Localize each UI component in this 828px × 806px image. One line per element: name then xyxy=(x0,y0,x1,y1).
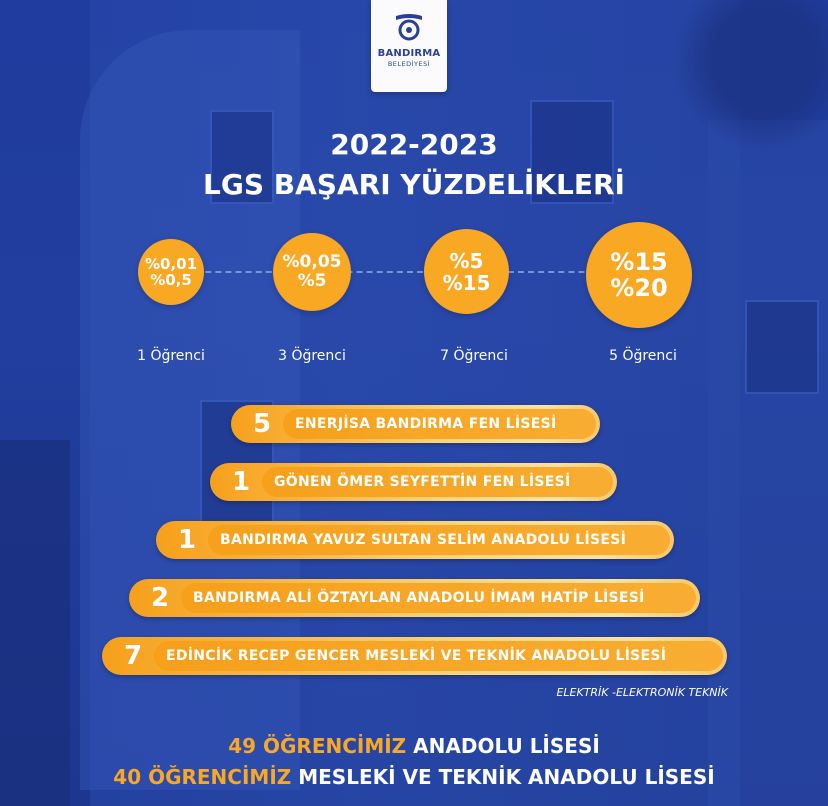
logo-name: BANDIRMA xyxy=(377,48,441,59)
school-row xyxy=(156,521,674,559)
summary-text: ANADOLU LİSESİ xyxy=(413,734,600,758)
percentile-circle xyxy=(273,233,351,311)
school-name: ENERJİSA BANDIRMA FEN LİSESİ xyxy=(283,409,596,439)
percentile-top: %5 xyxy=(449,248,484,273)
summary-highlight: 40 ÖĞRENCİMİZ xyxy=(113,765,292,789)
logo-subtitle: BELEDİYESİ xyxy=(387,60,431,68)
percentile-top: %0,05 xyxy=(282,252,342,273)
program-note: ELEKTRİK -ELEKTRONİK TEKNİK xyxy=(556,686,728,699)
school-row xyxy=(231,405,600,443)
percentile-bottom: %0,5 xyxy=(150,271,192,289)
school-name: BANDIRMA YAVUZ SULTAN SELİM ANADOLU LİSESİ xyxy=(208,525,670,555)
title-year: 2022-2023 xyxy=(330,128,498,161)
bandirma-emblem-icon xyxy=(392,12,426,42)
percentile-circle xyxy=(586,222,692,328)
school-name: BANDIRMA ALİ ÖZTAYLAN ANADOLU İMAM HATİP LİSESİ xyxy=(181,583,696,613)
bandirma-logo xyxy=(371,0,447,92)
school-student-count: 7 xyxy=(123,641,143,671)
summary-highlight: 49 ÖĞRENCİMİZ xyxy=(228,734,407,758)
school-row xyxy=(129,579,700,617)
percentile-student-count: 5 Öğrenci xyxy=(609,348,677,364)
school-student-count: 1 xyxy=(177,525,197,555)
percentile-student-count: 3 Öğrenci xyxy=(278,348,346,364)
percentile-bottom: %5 xyxy=(297,271,327,291)
summary-line xyxy=(0,734,828,758)
summary-line xyxy=(0,765,828,789)
school-row xyxy=(102,637,727,675)
percentile-connector xyxy=(175,271,645,273)
school-student-count: 1 xyxy=(231,467,251,497)
school-name: GÖNEN ÖMER SEYFETTİN FEN LİSESİ xyxy=(262,467,613,497)
window xyxy=(745,300,819,394)
summary-text: MESLEKİ VE TEKNİK ANADOLU LİSESİ xyxy=(298,765,715,789)
percentile-student-count: 1 Öğrenci xyxy=(137,348,205,364)
school-student-count: 5 xyxy=(252,409,272,439)
percentile-top: %15 xyxy=(610,247,668,276)
percentile-circle xyxy=(138,239,204,305)
title-main: LGS BAŞARI YÜZDELİKLERİ xyxy=(203,168,625,201)
percentile-circle xyxy=(424,229,509,314)
building-right xyxy=(708,120,828,806)
school-row xyxy=(210,463,617,501)
percentile-bottom: %15 xyxy=(442,270,491,295)
school-name: EDİNCİK RECEP GENCER MESLEKİ VE TEKNİK ANADOLU LİSESİ xyxy=(154,641,723,671)
percentile-bottom: %20 xyxy=(610,274,668,302)
percentile-student-count: 7 Öğrenci xyxy=(440,348,508,364)
percentile-top: %0,01 xyxy=(144,254,198,273)
school-student-count: 2 xyxy=(150,583,170,613)
